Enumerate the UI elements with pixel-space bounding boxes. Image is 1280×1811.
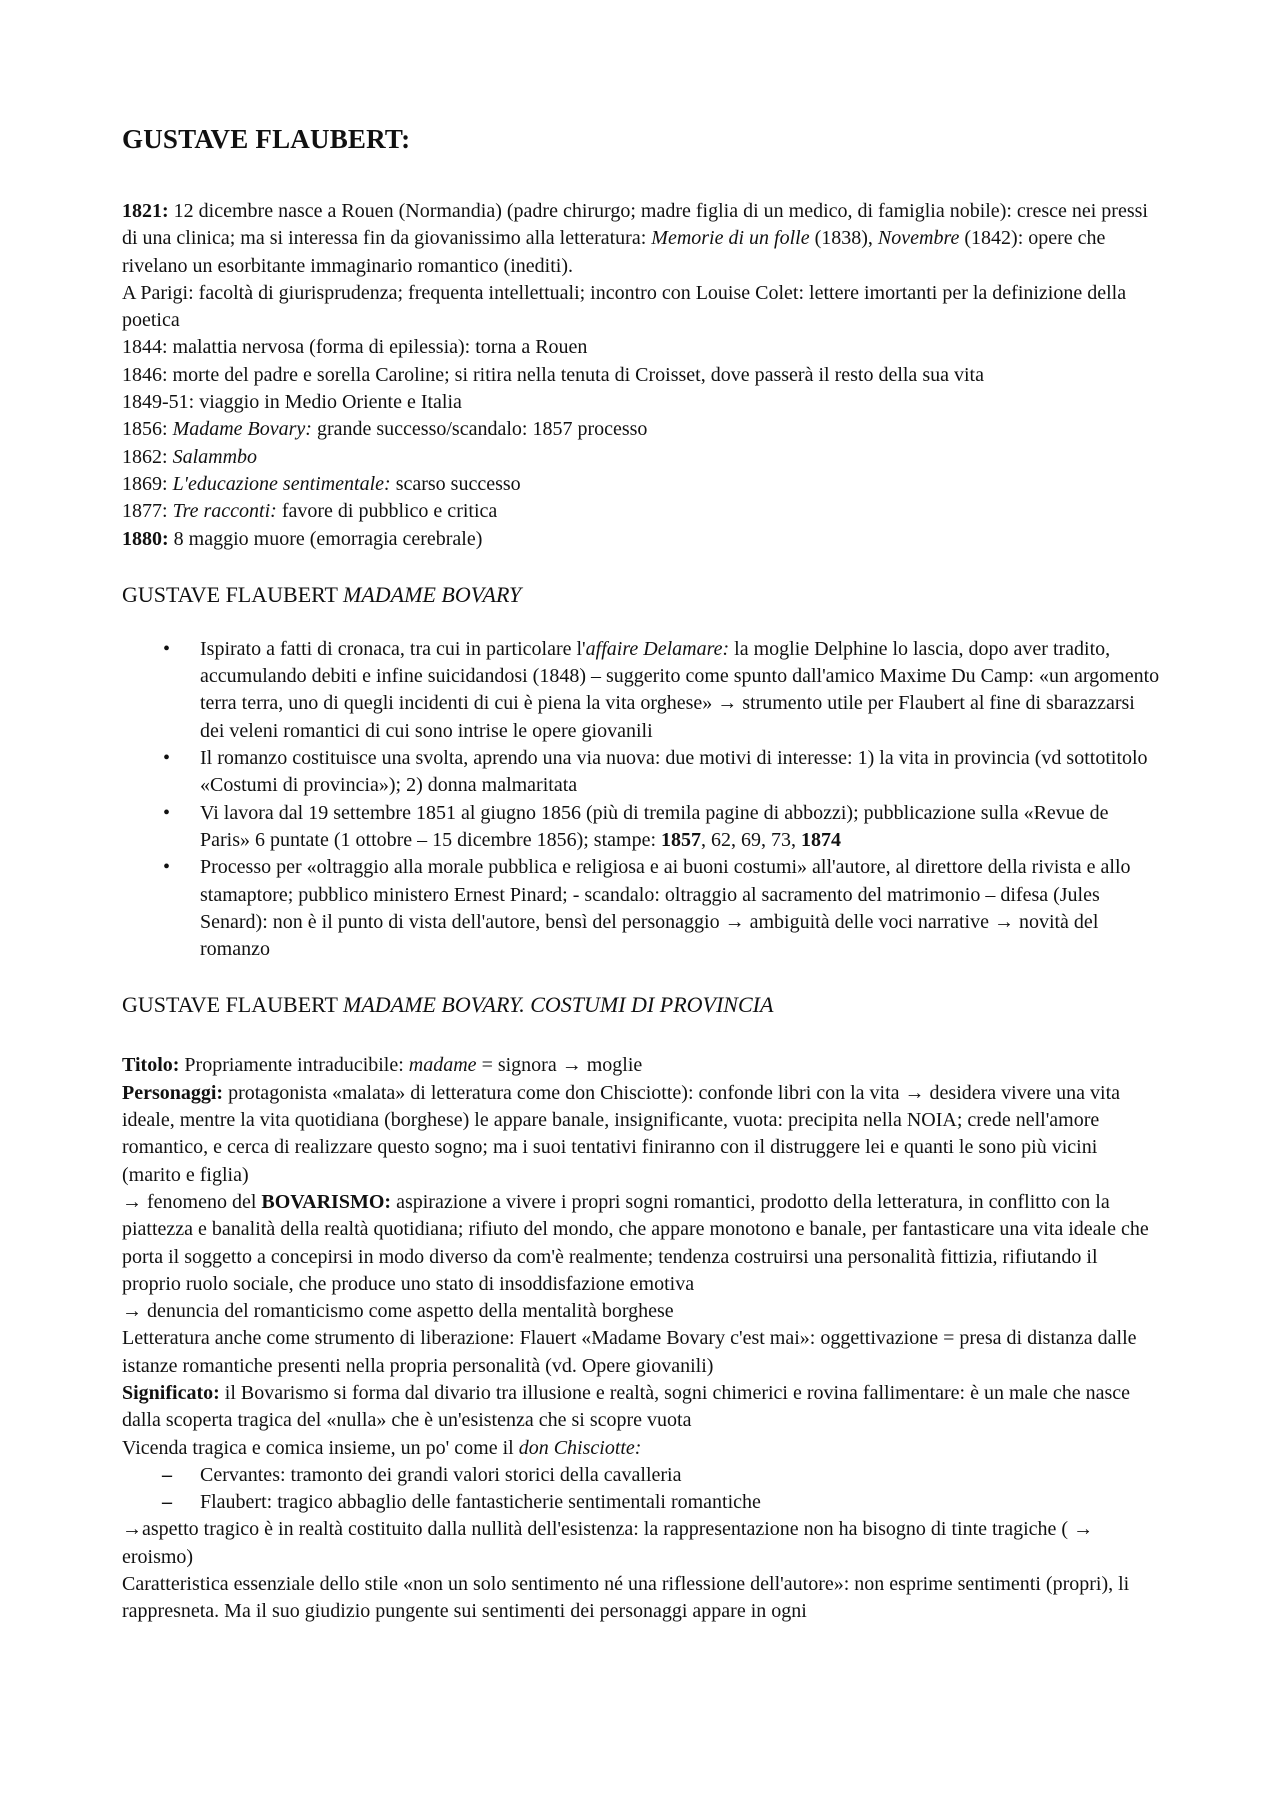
work-title: Novembre [877,227,960,250]
year-label: 1880: [122,527,169,550]
list-item: • Vi lavora dal 19 settembre 1851 al giugno 1856 (più di tremila pagine di abbozzi); pubblicazione sulla «Revue de Paris» 6 puntate (1 ottobre – 15 dicembre 1856); stampe: 1857, 62, 69, 73, 1874 [163,801,1109,851]
bio-entry-1877: 1877: Tre racconti: favore di pubblico e critica [122,500,498,523]
list-item: • Il romanzo costituisce una svolta, aprendo una via nuova: due motivi di interesse: 1) la vita in provincia (vd sottotitolo «Costumi di provincia»); 2) donna malmaritata [163,747,1148,797]
significato-paragraph: Significato: il Bovarismo si forma dal divario tra illusione e realtà, sogni chimerici e rovina fallimentare: è un male che nasce dalla scoperta tragica del «nulla» che è un'esistenza che si scopre vuota [122,1381,1131,1432]
bullet-icon: • [163,856,171,879]
document-title: GUSTAVE FLAUBERT: [122,124,411,154]
year-label: 1821: [122,200,169,222]
bovarismo-paragraph: → fenomeno del BOVARISMO: aspirazione a vivere i propri sogni romantici, prodotto della letteratura, in conflitto con la piattezza e banalità della realtà quotidiana; rifiuto del mondo, che appare monotono e banale, per fantasticare una vita ideale che porta il soggetto a concepirsi in modo diverso da com'è realmente; tendenza costruirsi una personalità fittizia, rifiutando il proprio ruolo sociale, che produce uno stato di insoddisfazione emotiva [122,1190,1149,1295]
dash-icon: – [162,1463,172,1486]
field-label: Significato: [122,1381,220,1404]
work-title: Tre racconti: [172,500,277,523]
letteratura-paragraph: Letteratura anche come strumento di liberazione: Flauert «Madame Bovary c'est mai»: oggettivazione = presa di distanza dalle istanze romantiche presenti nella propria personalità (vd. Opere giovanili) [122,1327,1137,1377]
work-title: Madame Bovary: [172,418,312,441]
field-label: Titolo: [122,1054,180,1077]
dash-list [122,1462,1160,1517]
work-title: L'educazione sentimentale: [172,472,391,495]
aspetto-paragraph: →aspetto tragico è in realtà costituito dalla nullità dell'esistenza: la rappresentazione non ha bisogno di tinte tragiche ( → eroismo) [122,1518,1094,1568]
work-title: Memorie di un folle [651,227,810,250]
bio-entry-parigi: A Parigi: facoltà di giurisprudenza; frequenta intellettuali; incontro con Louise Colet: lettere imortanti per la definizione della poetica [122,281,1127,332]
field-label: Personaggi: [122,1081,224,1104]
bullet-icon: • [163,637,171,660]
bio-entry-1844: 1844: malattia nervosa (forma di epilessia): torna a Rouen [122,336,588,359]
bio-entry-1846: 1846: morte del padre e sorella Caroline; si ritira nella tenuta di Croisset, dove passerà il resto della sua vita [122,363,984,386]
titolo-paragraph: Titolo: Propriamente intraducibile: madame = signora → moglie [122,1054,643,1077]
list-item: – Flaubert: tragico abbaglio delle fantasticherie sentimentali romantiche [122,1489,1160,1516]
bullet-icon: • [163,801,171,824]
bio-entry-1856: 1856: Madame Bovary: grande successo/scandalo: 1857 processo [122,418,648,441]
section-heading-costumi-di-provincia: GUSTAVE FLAUBERT MADAME BOVARY. COSTUMI DI PROVINCIA [122,992,774,1018]
bullet-list [122,636,1160,964]
denuncia-paragraph: → denuncia del romanticismo come aspetto della mentalità borghese [122,1300,674,1323]
work-title: Salammbo [172,445,258,468]
bio-entry-1862: 1862: Salammbo [122,445,258,468]
vicenda-paragraph: Vicenda tragica e comica insieme, un po' come il don Chisciotte: [122,1436,642,1459]
bullet-icon: • [163,747,171,770]
section-heading-madame-bovary: GUSTAVE FLAUBERT MADAME BOVARY [122,581,522,607]
bio-entry-1869: 1869: L'educazione sentimentale: scarso successo [122,472,521,495]
dash-icon: – [162,1491,172,1514]
list-item: • Processo per «oltraggio alla morale pubblica e religiosa e ai buoni costumi» all'autore, al direttore della rivista e allo stamaptore; pubblico ministero Ernest Pinard; - scandalo: oltraggio al sacramento del matrimonio – difesa (Jules Senard): non è il punto di vista dell'autore, bensì del personaggio → ambiguità delle voci narrative → novità del romanzo [163,856,1131,961]
field-label: BOVARISMO: [261,1190,392,1213]
caratteristica-paragraph: Caratteristica essenziale dello stile «non un solo sentimento né una riflessione dell'autore»: non esprime sentimenti (propri), li rappresneta. Ma il suo giudizio pungente sui sentimenti dei personaggi appare in ogni [122,1573,1130,1623]
bio-entry-1849: 1849-51: viaggio in Medio Oriente e Italia [122,391,462,414]
list-item: – Cervantes: tramonto dei grandi valori storici della cavalleria [122,1462,1160,1489]
analysis-body [122,1052,1160,1625]
list-item: • Ispirato a fatti di cronaca, tra cui in particolare l'affaire Delamare: la moglie Delphine lo lascia, dopo aver tradito, accumulando debiti e infine suicidandosi (1848) – suggerito come spunto dall'amico Maxime Du Camp: «un argomento terra terra, uno di quegli incidenti di cui è piena la vita orghese» → strumento utile per Flaubert al fine di sbarazzarsi dei veleni romantici di cui sono intrise le opere giovanili [163,637,1160,742]
biography-timeline [122,198,1160,553]
bio-entry-1821: 1821: 12 dicembre nasce a Rouen (Normandia) (padre chirurgo; madre figlia di un medico, di famiglia nobile): cresce nei pressi di una clinica; ma si interessa fin da giovanissimo alla letteratura: Memorie di un folle (1838), Novembre (1842): opere che rivelano un esorbitante immaginario romantico (inediti). [122,200,1148,277]
bio-entry-1880: 1880: 8 maggio muore (emorragia cerebrale) [122,527,483,550]
personaggi-paragraph: Personaggi: protagonista «malata» di letteratura come don Chisciotte): confonde libri con la vita → desidera vivere una vita ideale, mentre la vita quotidiana (borghese) le appare banale, insignificante, vuota: precipita nella NOIA; crede nell'amore romantico, e cerca di realizzare questo sogno; ma i suoi tentativi finiranno con il distruggere lei e quanti le sono più vicini (marito e figlia) [122,1081,1121,1186]
